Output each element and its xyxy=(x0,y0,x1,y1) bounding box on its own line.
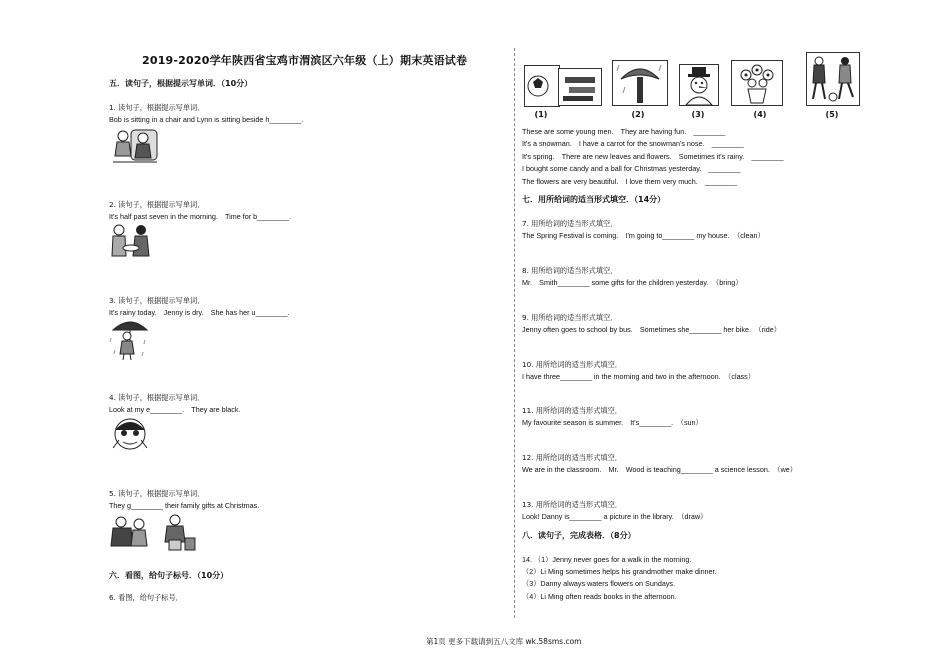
q7-sentence: The Spring Festival is coming. I'm going to________ my house. （clean） xyxy=(522,231,765,240)
q6-sentence-5: The flowers are very beautiful. I love them very much. ________ xyxy=(522,177,737,186)
picture-label-1: (1) xyxy=(534,110,548,119)
people-sitting-illustration xyxy=(109,126,161,166)
page-title: 2019-2020学年陕西省宝鸡市渭滨区六年级（上）期末英语试卷 xyxy=(142,54,468,67)
q5-sentence: They g________ their family gifts at Christmas. xyxy=(109,501,260,510)
christmas-gifts-illustration xyxy=(109,512,197,552)
page-footer: 第1页 更多下载请到五八文库 wk.58sms.com xyxy=(426,637,582,646)
q14-line-4: （4）Li Ming often reads books in the afternoon. xyxy=(522,592,677,601)
picture-label-4: (4) xyxy=(753,110,767,119)
q10-sentence: I have three________ in the morning and two in the afternoon. （class） xyxy=(522,372,755,381)
picture-4-flowers xyxy=(731,60,783,106)
q6-prompt: 6. 看图，给句子标号． xyxy=(109,593,183,602)
q6-sentence-4: I bought some candy and a ball for Christmas yesterday. ________ xyxy=(522,164,741,173)
picture-5-young-men xyxy=(806,52,860,106)
picture-3-snowman xyxy=(679,64,719,106)
q14-line-2: （2）Li Ming sometimes helps his grandmother make dinner. xyxy=(522,567,717,576)
q11-sentence: My favourite season is summer. It's________. （sun） xyxy=(522,418,703,427)
q14-line-1: 14. （1）Jenny never goes for a walk in the morning. xyxy=(522,555,692,564)
q6-sentence-2: It's a snowman. I have a carrot for the snowman's nose. ________ xyxy=(522,139,744,148)
q14-line-3: （3）Danny always waters flowers on Sundays. xyxy=(522,579,676,588)
q2-prompt: 2. 读句子，根据提示写单词． xyxy=(109,200,205,209)
q3-sentence: It's rainy today. Jenny is dry. She has her u________. xyxy=(109,308,290,317)
q8-sentence: Mr. Smith________ some gifts for the children yesterday. （bring） xyxy=(522,278,743,287)
candy-picture xyxy=(558,68,602,106)
q8-prompt: 8. 用所给词的适当形式填空． xyxy=(522,266,618,275)
picture-2-spring xyxy=(612,60,668,106)
q1-prompt: 1. 读句子，根据提示写单词． xyxy=(109,103,205,112)
q6-sentence-3: It's spring. There are new leaves and flowers. Sometimes it's rainy. ________ xyxy=(522,152,784,161)
section5-heading: 五．读句子，根据提示写单词．（10分） xyxy=(109,79,253,88)
picture-label-5: (5) xyxy=(825,110,839,119)
q9-sentence: Jenny often goes to school by bus. Sometimes she________ her bike. （ride） xyxy=(522,325,781,334)
q5-prompt: 5. 读句子，根据提示写单词． xyxy=(109,489,205,498)
q12-prompt: 12. 用所给词的适当形式填空． xyxy=(522,453,622,462)
eyes-face-illustration xyxy=(109,414,151,454)
picture-label-2: (2) xyxy=(631,110,645,119)
q4-sentence: Look at my e________. They are black. xyxy=(109,405,241,414)
section7-heading: 七．用所给词的适当形式填空．（14分） xyxy=(522,195,666,204)
section8-heading: 八．读句子，完成表格．（8分） xyxy=(522,531,636,540)
q12-sentence: We are in the classroom. Mr. Wood is teaching________ a science lesson. （we） xyxy=(522,465,797,474)
q9-prompt: 9. 用所给词的适当形式填空． xyxy=(522,313,618,322)
q11-prompt: 11. 用所给词的适当形式填空． xyxy=(522,406,622,415)
q13-prompt: 13. 用所给词的适当形式填空． xyxy=(522,500,622,509)
umbrella-girl-illustration xyxy=(109,318,151,362)
breakfast-illustration xyxy=(109,222,155,260)
q1-sentence: Bob is sitting in a chair and Lynn is sitting beside h________. xyxy=(109,115,304,124)
q2-sentence: It's half past seven in the morning. Time for b________. xyxy=(109,212,292,221)
picture-1 xyxy=(524,65,560,107)
q10-prompt: 10. 用所给词的适当形式填空． xyxy=(522,360,622,369)
q6-sentence-1: These are some young men. They are having fun. ________ xyxy=(522,127,726,136)
q4-prompt: 4. 读句子，根据提示写单词． xyxy=(109,393,205,402)
column-divider xyxy=(514,48,515,618)
q13-sentence: Look! Danny is________ a picture in the library. （draw） xyxy=(522,512,708,521)
picture-label-3: (3) xyxy=(691,110,705,119)
q7-prompt: 7. 用所给词的适当形式填空． xyxy=(522,219,618,228)
section6-heading: 六．看图，给句子标号．（10分） xyxy=(109,571,229,580)
q3-prompt: 3. 读句子，根据提示写单词． xyxy=(109,296,205,305)
